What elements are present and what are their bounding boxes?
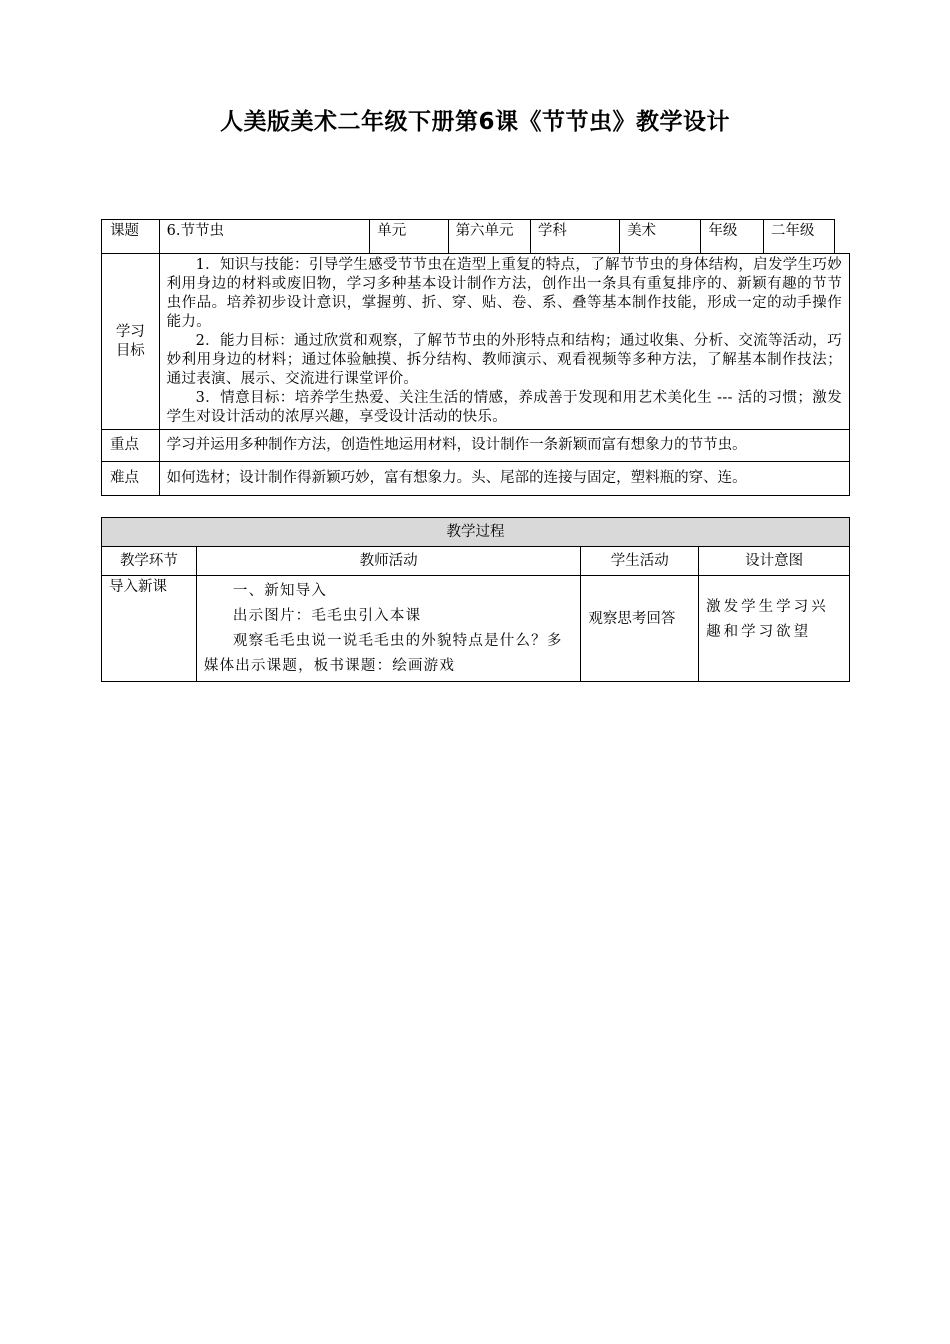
goals-row — [102, 254, 850, 430]
teacher-line: 出示图片：毛毛虫引入本课 — [232, 608, 422, 624]
unit-value: 第六单元 — [448, 220, 530, 254]
design-intent-text: 激发学生学习兴趣和学习欲望 — [706, 599, 829, 640]
lesson-info-row — [102, 220, 850, 254]
lesson-value: 6.节节虫 — [159, 220, 370, 254]
teacher-activity-cell — [196, 576, 580, 682]
goal-ability: 2．能力目标：通过欣赏和观察，了解节节虫的外形特点和结构；通过收集、分析、交流等活动，巧妙利用身边的材料；通过体验触摸、拆分结构、教师演示、观看视频等多种方法，了解基本制作技法；通过表演、展示、交流进行课堂评价。 — [166, 333, 842, 387]
student-activity-cell: 观察思考回答 — [581, 576, 699, 682]
key-point-label: 重点 — [102, 430, 160, 462]
column-header-row — [102, 547, 850, 576]
difficulty-label: 难点 — [102, 462, 160, 496]
difficulty-value: 如何选材；设计制作得新颖巧妙，富有想象力。头、尾部的连接与固定，塑料瓶的穿、连。 — [159, 462, 849, 496]
key-point-row — [102, 430, 850, 462]
goals-label-line-1: 学习 — [115, 323, 145, 340]
goals-content — [159, 254, 849, 430]
process-header: 教学过程 — [102, 518, 850, 547]
grade-label: 年级 — [701, 220, 764, 254]
teacher-line: 一、新知导入 — [232, 583, 328, 599]
column-student: 学生活动 — [581, 547, 699, 576]
column-stage: 教学环节 — [102, 547, 197, 576]
goal-knowledge: 1．知识与技能：引导学生感受节节虫在造型上重复的特点，了解节节虫的身体结构，启发学生巧妙利用身边的材料或废旧物，学习多种基本设计制作方法，创作出一条具有重复排序的、新颖有趣的节节虫作品。培养初步设计意识，掌握剪、折、穿、贴、卷、系、叠等基本制作技能，形成一定的动手操作能力。 — [166, 257, 842, 330]
unit-label: 单元 — [370, 220, 448, 254]
page-title: 人美版美术二年级下册第6课《节节虫》教学设计 — [219, 109, 730, 135]
subject-value: 美术 — [620, 220, 701, 254]
column-intent: 设计意图 — [699, 547, 850, 576]
lesson-label: 课题 — [102, 220, 160, 254]
blank-cell — [835, 220, 850, 254]
difficulty-row — [102, 462, 850, 496]
design-intent-cell — [699, 576, 850, 682]
goals-label — [102, 254, 160, 430]
table-row — [102, 576, 850, 682]
column-teacher: 教师活动 — [196, 547, 580, 576]
goal-emotion: 3．情意目标：培养学生热爱、关注生活的情感，养成善于发现和用艺术美化生 --- 活的习惯；激发学生对设计活动的浓厚兴趣，享受设计活动的快乐。 — [166, 390, 842, 425]
teaching-process-table — [101, 517, 850, 682]
stage-cell: 导入新课 — [102, 576, 197, 682]
key-point-value: 学习并运用多种制作方法，创造性地运用材料，设计制作一条新颖而富有想象力的节节虫。 — [159, 430, 849, 462]
lesson-info-table — [101, 219, 850, 496]
goals-label-line-2: 目标 — [115, 342, 145, 359]
subject-label: 学科 — [530, 220, 619, 254]
grade-value: 二年级 — [763, 220, 834, 254]
process-header-row — [102, 518, 850, 547]
teacher-line: 观察毛毛虫说一说毛毛虫的外貌特点是什么？多媒体出示课题，板书课题：绘画游戏 — [203, 633, 563, 674]
